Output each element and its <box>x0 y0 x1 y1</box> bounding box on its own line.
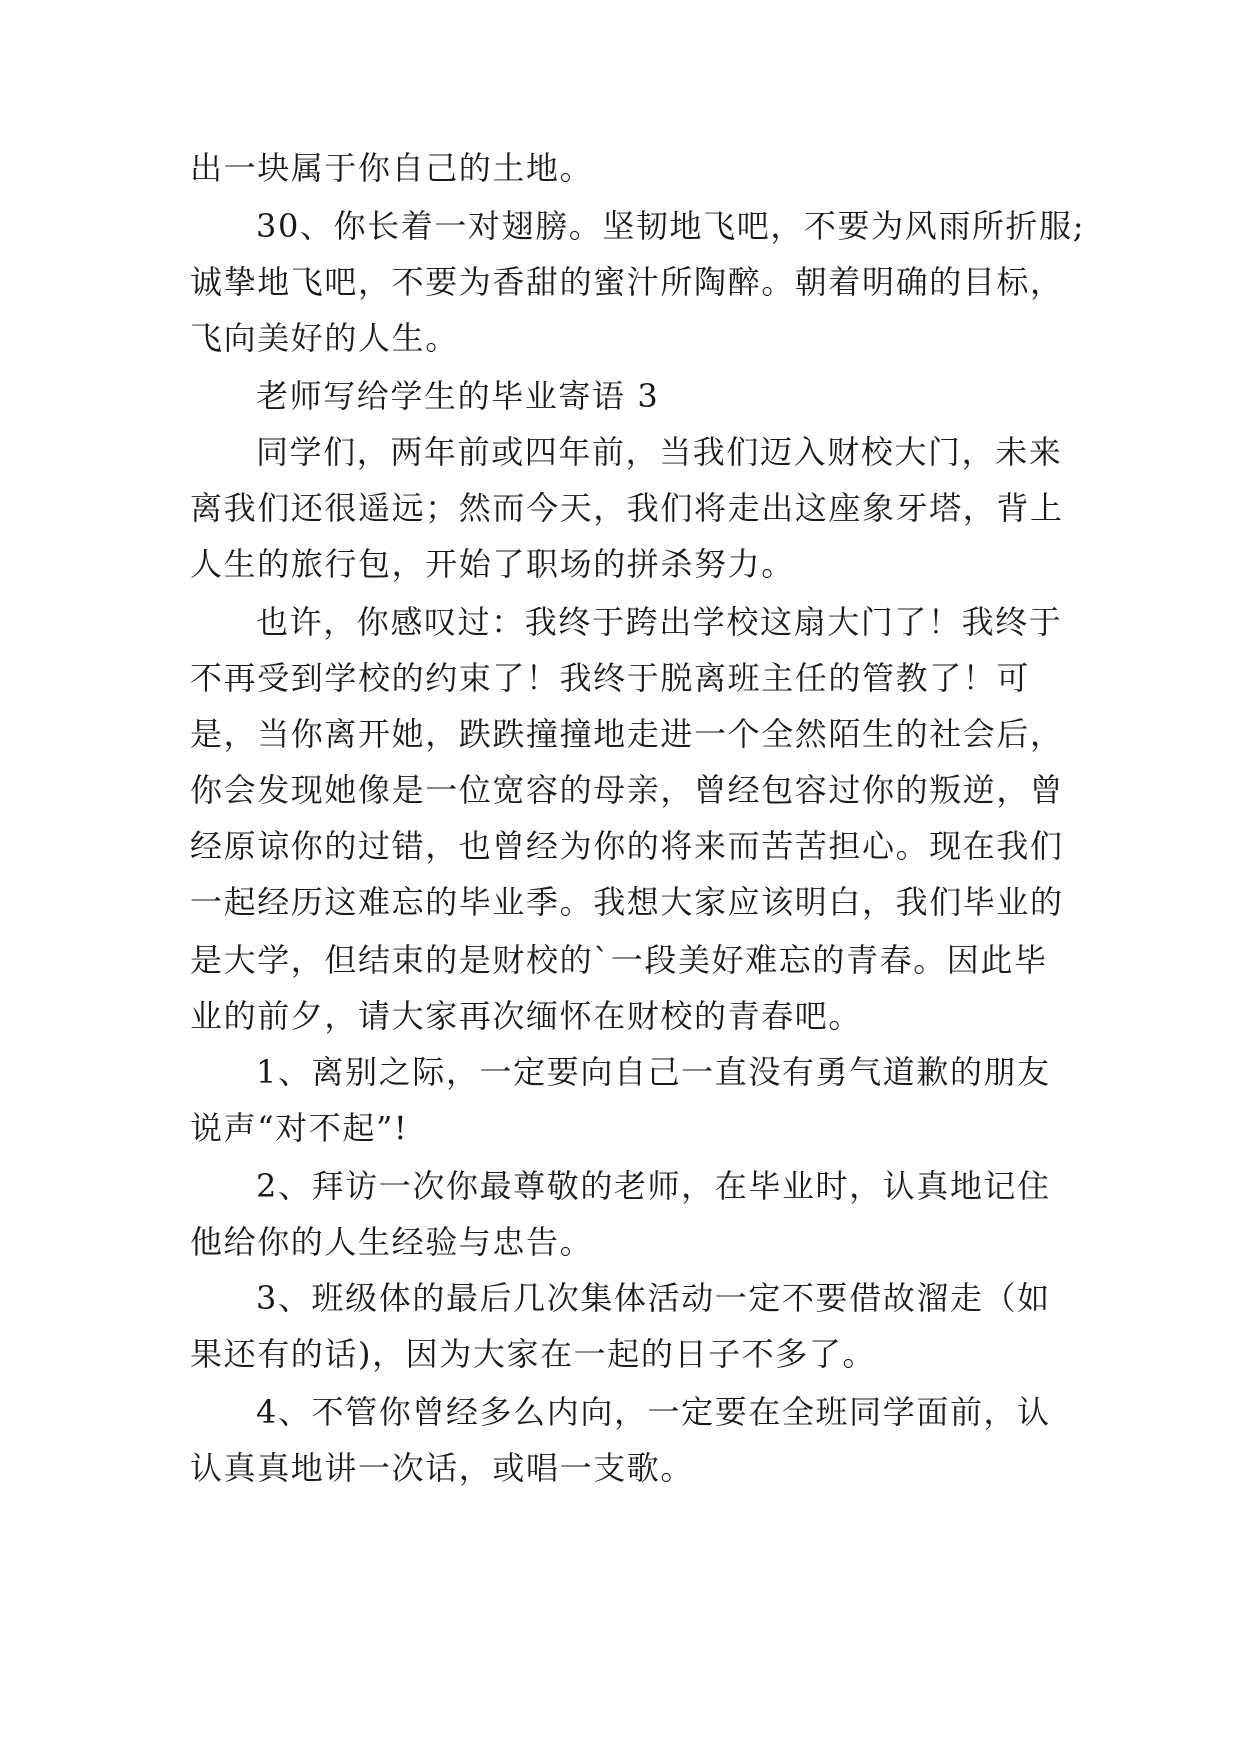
section-heading: 老师写给学生的毕业寄语 3 <box>256 377 660 415</box>
text-line: 果还有的话)，因为大家在一起的日子不多了。 <box>190 1335 877 1373</box>
text-line: 也许，你感叹过：我终于跨出学校这扇大门了！我终于 <box>256 603 1063 641</box>
text-line: 诚挚地飞吧，不要为香甜的蜜汁所陶醉。朝着明确的目标， <box>190 263 1064 301</box>
text-line: 他给你的人生经验与忠告。 <box>190 1223 594 1261</box>
text-line: 30、你长着一对翅膀。坚韧地飞吧，不要为风雨所折服; <box>256 207 1086 245</box>
text-line: 说声“对不起”! <box>190 1109 409 1147</box>
text-line: 人生的旅行包，开始了职场的拼杀努力。 <box>190 545 795 583</box>
text-line: 离我们还很遥远；然而今天，我们将走出这座象牙塔，背上 <box>190 489 1064 527</box>
text-line: 出一块属于你自己的土地。 <box>190 149 594 187</box>
text-line: 是，当你离开她，跌跌撞撞地走进一个全然陌生的社会后， <box>190 715 1064 753</box>
text-line: 4、不管你曾经多么内向，一定要在全班同学面前，认 <box>256 1393 1051 1431</box>
text-line: 不再受到学校的约束了！我终于脱离班主任的管教了！可 <box>190 659 1031 697</box>
text-line: 是大学，但结束的是财校的`一段美好难忘的青春。因此毕 <box>190 941 1048 979</box>
text-line: 认真真地讲一次话，或唱一支歌。 <box>190 1449 695 1487</box>
text-line: 一起经历这难忘的毕业季。我想大家应该明白，我们毕业的 <box>190 883 1064 921</box>
text-line: 2、拜访一次你最尊敬的老师，在毕业时，认真地记住 <box>256 1167 1051 1205</box>
text-line: 3、班级体的最后几次集体活动一定不要借故溜走（如 <box>256 1279 1051 1317</box>
text-line: 业的前夕，请大家再次缅怀在财校的青春吧。 <box>190 997 863 1035</box>
text-line: 经原谅你的过错，也曾经为你的将来而苦苦担心。现在我们 <box>190 827 1064 865</box>
text-line: 飞向美好的人生。 <box>190 319 459 357</box>
text-line: 1、离别之际，一定要向自己一直没有勇气道歉的朋友 <box>256 1053 1051 1091</box>
text-line: 同学们，两年前或四年前，当我们迈入财校大门，未来 <box>256 433 1063 471</box>
text-line: 你会发现她像是一位宽容的母亲，曾经包容过你的叛逆，曾 <box>190 771 1064 809</box>
